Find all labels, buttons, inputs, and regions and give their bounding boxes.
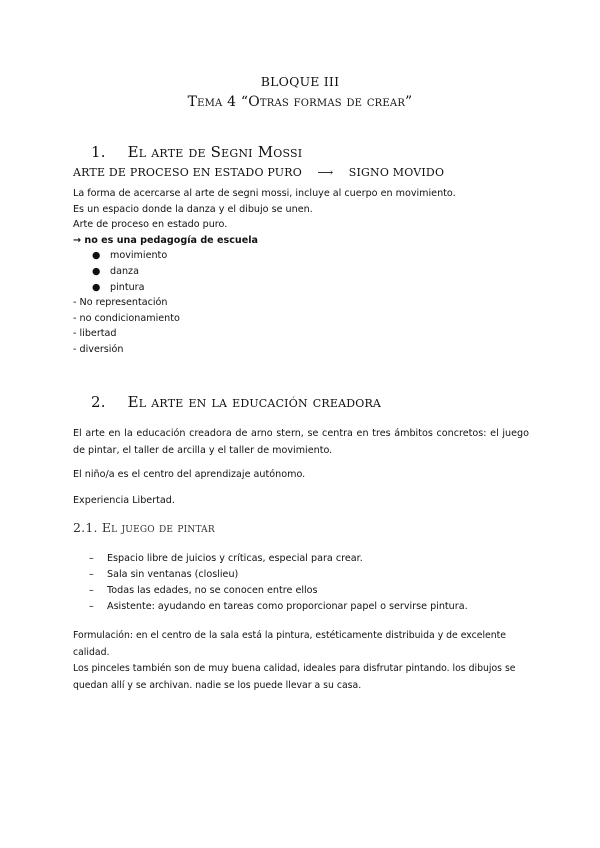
theme-heading: Tema 4 “Otras formas de crear” — [187, 94, 413, 110]
bullet-icon: ● — [92, 281, 101, 293]
formulation-paragraph — [73, 628, 543, 694]
bullet-list — [73, 248, 543, 295]
bullet-icon: ● — [92, 265, 101, 277]
subtitle-left: ARTE DE PROCESO EN ESTADO PURO — [73, 166, 302, 179]
dash-item: - diversión — [73, 343, 124, 355]
formulation-line: Formulación: en el centro de la sala está la pintura, estéticamente distribuida y de excelente calidad. — [73, 630, 507, 658]
list-item: ● danza — [92, 264, 543, 280]
list-item: – Espacio libre de juicios y críticas, especial para crear. — [89, 551, 539, 567]
list-item: – Asistente: ayudando en tareas como proporcionar papel o servirse pintura. — [89, 599, 539, 615]
block-heading: BLOQUE III — [260, 74, 340, 89]
formulation-line: Los pinceles también son de muy buena calidad, ideales para disfrutar pintando. los dibujos se — [73, 663, 516, 674]
list-item: ● pintura — [92, 280, 543, 296]
list-item: – Sala sin ventanas (closlieu) — [89, 567, 539, 583]
formulation-line: quedan allí y se archivan. nadie se los puede llevar a su casa. — [73, 679, 362, 691]
section1-line: La forma de acercarse al arte de segni mossi, incluye al cuerpo en movimiento. — [73, 188, 456, 199]
subtitle-right: SIGNO MOVIDO — [348, 166, 445, 179]
section2-paragraph2: El niño/a es el centro del aprendizaje autónomo. — [73, 469, 306, 480]
list-item: ● movimiento — [92, 248, 543, 264]
section1-heading — [91, 143, 302, 161]
dash-item: - libertad — [73, 328, 117, 340]
section1-number: 1. — [91, 143, 106, 161]
section2-paragraph3: Experiencia Libertad. — [73, 495, 175, 506]
dash-icon: – — [89, 553, 94, 564]
section1-body — [73, 186, 543, 358]
section2-heading — [91, 393, 381, 411]
dash-item: - No representación — [73, 297, 168, 309]
subsection-list — [89, 551, 539, 615]
section1-line: Arte de proceso en estado puro. — [73, 219, 228, 231]
subsection-heading: 2.1. El juego de pintar — [73, 520, 215, 535]
dash-item: - no condicionamiento — [73, 312, 180, 324]
section1-bold-line: → no es una pedagogía de escuela — [73, 234, 259, 246]
section2-paragraph1: El arte en la educación creadora de arno stern, se centra en tres ámbitos concretos: el juego de pintar, el taller de arcilla y el taller de movimiento. — [73, 428, 529, 456]
list-item: – Todas las edades, no se conocen entre ellos — [89, 583, 539, 599]
section1-title: El arte de Segni Mossi — [127, 143, 303, 161]
section2-title: El arte en la educación creadora — [127, 393, 382, 411]
section1-line: Es un espacio donde la danza y el dibujo se unen. — [73, 203, 313, 215]
section2-number: 2. — [91, 393, 106, 411]
dash-icon: – — [89, 585, 94, 596]
bullet-icon: ● — [92, 250, 101, 262]
dash-icon: – — [89, 569, 94, 580]
section1-subtitle — [73, 166, 444, 179]
dash-icon: – — [89, 601, 94, 612]
subtitle-arrow-icon: ⟶ — [317, 166, 334, 179]
